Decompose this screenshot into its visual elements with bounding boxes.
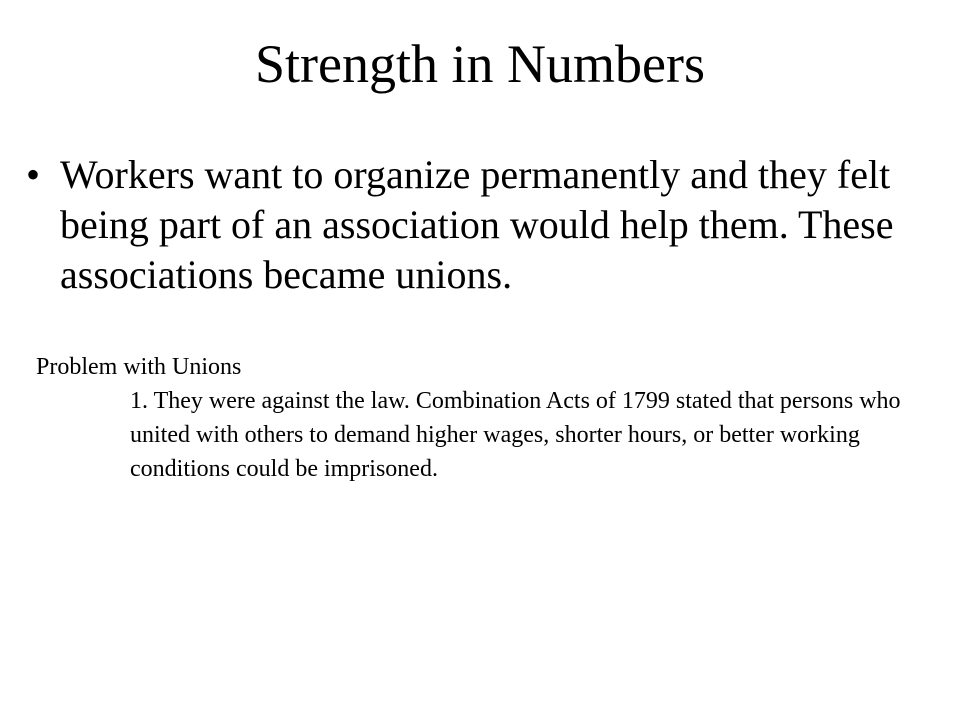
bullet-text: Workers want to organize permanently and they felt being part of an association would help them. These associations became unions. [60,152,894,297]
text-box-problem-with-unions [36,350,916,486]
bullet-list [26,150,926,300]
bullet-item [26,150,926,300]
slide-title: Strength in Numbers [255,34,705,94]
text-box-body: 1. They were against the law. Combination Acts of 1799 stated that persons who united with others to demand higher wages, shorter hours, or better working conditions could be imprisoned. [130,388,901,482]
bullet-dot-icon: • [26,152,41,197]
text-box-heading: Problem with Unions [36,354,242,380]
